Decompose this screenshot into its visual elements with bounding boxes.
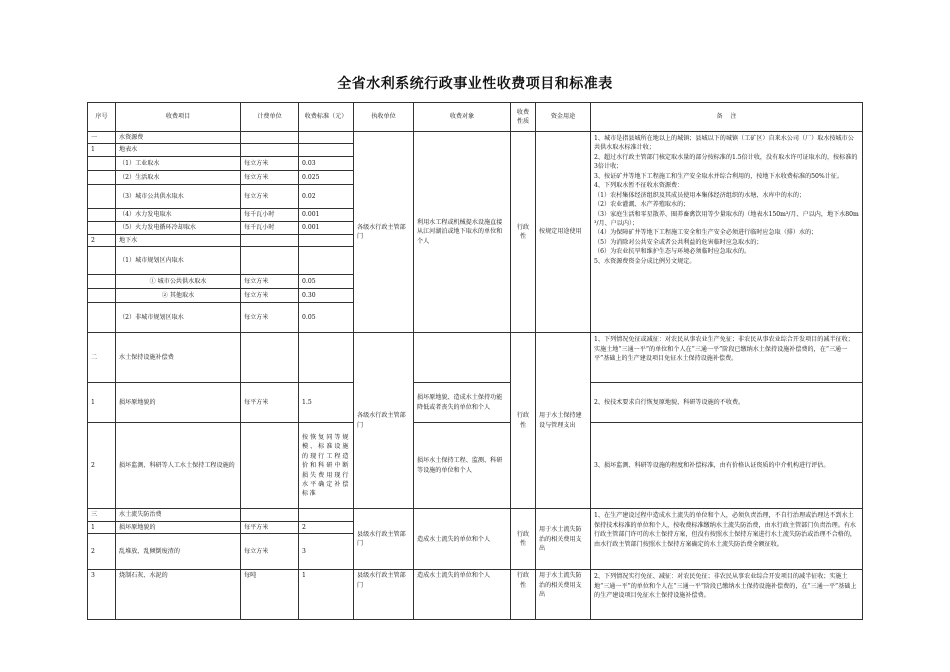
row-unit: 每千瓦小时 (241, 221, 299, 234)
row-standard: 1 (299, 570, 354, 620)
row-no (88, 208, 116, 221)
row-standard: 0.001 (299, 208, 354, 221)
header-standard: 收费标准（元） (299, 103, 354, 132)
note-line: （6）为农业抗旱和维护生态与环境必须临时应急取水的。 (594, 248, 751, 256)
target-cell: 造成水土流失的单位和个人 (414, 509, 511, 570)
table-row (88, 333, 863, 383)
fee-table (87, 102, 863, 620)
note-line: （3）家庭生活和零星散养、圈养畜禽饮用等少量取水的（地表水150m³/月、户以内，地下水80m³/月、户以内）； (594, 210, 859, 227)
row-no (88, 221, 116, 234)
note-line: 5、水资源费资金分成比例另文规定。 (594, 257, 696, 265)
row-unit: 每立方米 (241, 534, 299, 570)
header-agency: 执收单位 (354, 103, 414, 132)
use-cell: 按规定用途使用 (536, 132, 591, 333)
row-no: 2 (88, 234, 116, 246)
row-item: ① 城市公共供水取水 (116, 275, 241, 289)
row-unit: 每立方米 (241, 303, 299, 333)
row-standard: 0.02 (299, 184, 354, 208)
note-cell: 2、下列情况实行免征、减征：对农民免征；非农民从事农业综合开发项目的减半征收；实施土地“三通一平”的单位和个人在“三通一平”阶段已缴纳水土保持设施补偿费的，在“三通一平”基础上的生产建设项目免征水土保持设施补偿费。 (591, 570, 863, 620)
section-no: 二 (88, 333, 116, 383)
row-standard: 0.001 (299, 221, 354, 234)
header-use: 资金用途 (536, 103, 591, 132)
row-item: （2）非城市规划区取水 (116, 303, 241, 333)
row-item: 损坏原地貌的 (116, 521, 241, 533)
note-cell: 1、下列情况免征或减征：对农民从事农业生产免征；非农民从事农业综合开发项目的减半征收；实施土地“三通一平”的单位和个人在“三通一平”阶段已缴纳水土保持设施补偿费的，在“三通一平”基础上的生产建设项目免征水土保持设施补偿费。 (591, 333, 863, 383)
row-standard (299, 144, 354, 156)
row-standard (299, 234, 354, 246)
table-row (88, 132, 863, 144)
row-no: 3 (88, 570, 116, 620)
target-cell: 损坏水土保持工程、监测、科研等设施的单位和个人 (414, 423, 511, 509)
header-nature: 收费性质 (511, 103, 536, 132)
agency-cell: 各级水行政主管部门 (354, 333, 414, 509)
row-item: 地下水 (116, 234, 241, 246)
header-unit: 计费单位 (241, 103, 299, 132)
nature-cell: 行政性 (511, 509, 536, 570)
row-item: （1）工业取水 (116, 156, 241, 170)
table-row (88, 423, 863, 509)
row-standard: 0.30 (299, 289, 354, 303)
row-item: ② 其他取水 (116, 289, 241, 303)
note-line: （4）为保障矿井等地下工程施工安全和生产安全必须进行临时应急取（排）水的； (594, 229, 818, 237)
row-item: 地表水 (116, 144, 241, 156)
header-target: 收费对象 (414, 103, 511, 132)
nature-cell: 行政性 (511, 132, 536, 333)
row-unit (241, 234, 299, 246)
section-name: 水土流失防治费 (116, 509, 241, 521)
row-standard: 2 (299, 521, 354, 533)
row-item: （4）水力发电取水 (116, 208, 241, 221)
row-item: 损坏原地貌的 (116, 383, 241, 423)
row-unit: 每千瓦小时 (241, 208, 299, 221)
row-standard: 0.05 (299, 275, 354, 289)
note-line: 3、按证矿井等地下工程施工和生产安全取水并综合利用的，按地下水收费标准的50%计征。 (594, 172, 843, 180)
row-item: 乱堆放、乱倾倒废渣的 (116, 534, 241, 570)
note-line: （2）农业灌溉、水产养殖取水的； (594, 201, 690, 209)
row-item: （1）城市规划区内取水 (116, 247, 241, 275)
note-line: （5）为消除对公共安全或者公共利益的危害临时应急取水的； (594, 238, 763, 246)
row-item: 烧制石灰、水泥的 (116, 570, 241, 620)
header-item: 收费项目 (116, 103, 241, 132)
row-no: 2 (88, 534, 116, 570)
nature-cell: 行政性 (511, 570, 536, 620)
row-unit: 每立方米 (241, 275, 299, 289)
use-cell: 用于水土流失防治的相关费用支出 (536, 509, 591, 570)
row-no: 1 (88, 521, 116, 533)
row-unit (241, 144, 299, 156)
header-row (88, 103, 863, 132)
row-no (88, 275, 116, 289)
row-unit: 每立方米 (241, 184, 299, 208)
header-note: 备 注 (591, 103, 863, 132)
row-no (88, 156, 116, 170)
agency-cell: 各级水行政主管部门 (354, 132, 414, 333)
document-title: 全省水利系统行政事业性收费项目和标准表 (337, 76, 613, 92)
row-standard: 0.05 (299, 303, 354, 333)
row-item: （5）火力发电循环冷却取水 (116, 221, 241, 234)
row-unit: 每吨 (241, 570, 299, 620)
table-row (88, 570, 863, 620)
row-item: 损坏监测、科研等人工水土保持工程设施的 (116, 423, 241, 509)
row-no: 1 (88, 144, 116, 156)
nature-cell: 行政性 (511, 333, 536, 509)
use-cell: 用于水土保持建设与管理支出 (536, 333, 591, 509)
table-row (88, 383, 863, 423)
note-line: （1）农村集体经济组织及其成员使用本集体经济组织的水塘、水库中的水的； (594, 191, 806, 199)
row-standard: 1.5 (299, 383, 354, 423)
notes-cell (591, 132, 863, 333)
agency-cell: 县级水行政主管部门 (354, 509, 414, 570)
row-item: （2）生活取水 (116, 170, 241, 184)
row-no: 2 (88, 423, 116, 509)
target-cell: 造成水土流失的单位和个人 (414, 570, 511, 620)
row-unit (241, 423, 299, 509)
row-no (88, 170, 116, 184)
row-no (88, 303, 116, 333)
note-cell: 1、在生产建设过程中造成水土流失的单位和个人，必须负责治理，不自行治理或治理达不到水土保持技术标准的单位和个人，按收费标准缴纳水土流失防治费，由水行政主管部门负责治理。有水行政主管部门许可的水土保持方案，但没有按照水土保持方案进行水土流失防治或治理不合格的，由水行政主管部门按照水土保持方案确定的水土流失防治费全额征收。 (591, 509, 863, 570)
row-item: （3）城市公共供水取水 (116, 184, 241, 208)
row-no (88, 247, 116, 275)
row-unit: 每平方米 (241, 521, 299, 533)
row-unit: 每立方米 (241, 170, 299, 184)
note-line: 1、城市是指县城所在地以上的城镇；县城以下的城镇（工矿区）自来水公司（厂）取水按城市公共供水取水标准计收； (594, 135, 854, 152)
row-standard: 0.025 (299, 170, 354, 184)
row-no: 1 (88, 383, 116, 423)
use-cell: 用于水土流失防治的相关费用支出 (536, 570, 591, 620)
row-no (88, 184, 116, 208)
note-cell: 2、按技术要求自行恢复原地貌、科研等设施的不收费。 (591, 383, 863, 423)
row-standard (299, 247, 354, 275)
section-no: 一 (88, 132, 116, 144)
section-name: 水资源费 (116, 132, 241, 144)
agency-cell: 县级水行政主管部门 (354, 570, 414, 620)
note-line: 2、超过水行政主管部门核定取水量的部分按标准的1.5倍计收，没有取水许可证取水的，按标准的3倍计收； (594, 153, 858, 171)
row-unit: 每平方米 (241, 383, 299, 423)
row-standard: 按恢复同等规模、标准设施的现行工程造价和科研中断损失费用现行水平确定补偿标准 (299, 423, 354, 509)
section-no: 三 (88, 509, 116, 521)
row-unit (241, 247, 299, 275)
row-no (88, 289, 116, 303)
row-standard: 3 (299, 534, 354, 570)
table-row (88, 509, 863, 521)
note-line: 4、下列取水暂不征收水资源费： (594, 182, 684, 190)
row-unit: 每立方米 (241, 289, 299, 303)
row-unit: 每立方米 (241, 156, 299, 170)
target-cell: 损坏原地貌、造成水土保持功能降低或者丧失的单位和个人 (414, 383, 511, 423)
note-cell: 3、损坏监测、科研等设施的程度和补偿标准，由有价格认证资质的中介机构进行评估。 (591, 423, 863, 509)
header-no: 序号 (88, 103, 116, 132)
section-name: 水土保持设施补偿费 (116, 333, 241, 383)
row-standard: 0.03 (299, 156, 354, 170)
target-cell: 利用水工程或机械提水设施直接从江河湖泊或地下取水的单位和个人 (414, 132, 511, 333)
